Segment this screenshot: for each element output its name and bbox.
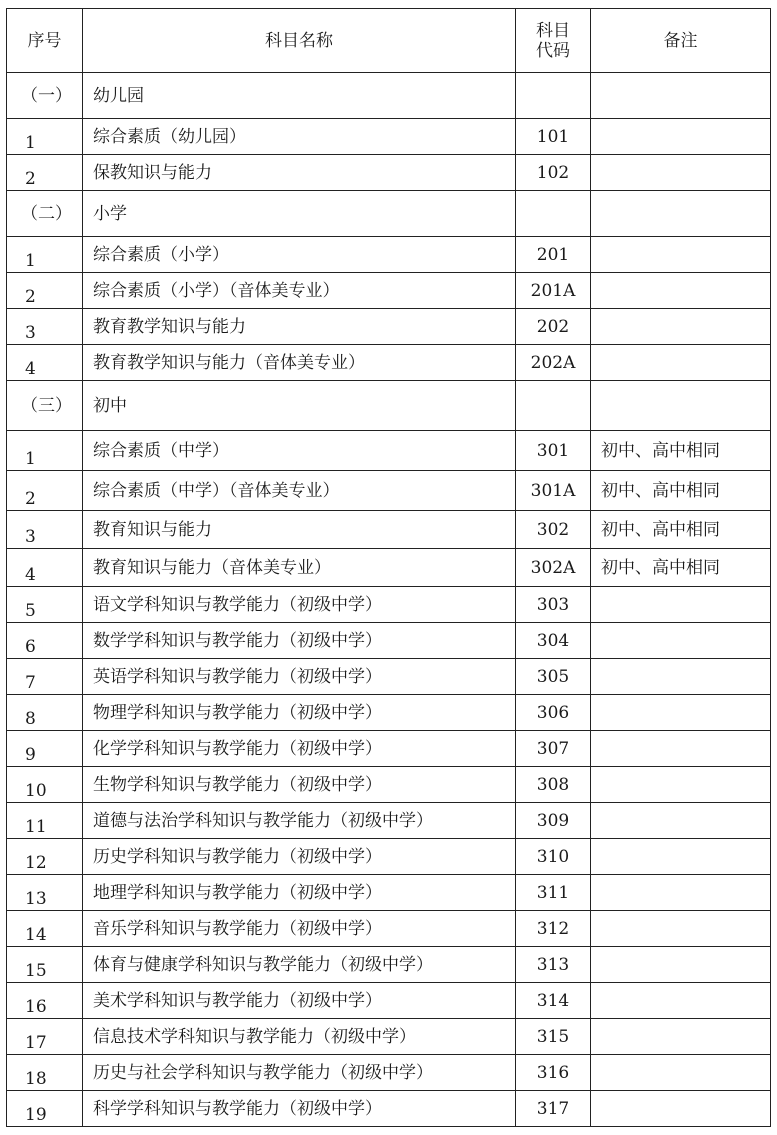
subject-name: 数学学科知识与教学能力（初级中学） — [83, 623, 516, 659]
header-note: 备注 — [591, 9, 771, 73]
subject-name: 信息技术学科知识与教学能力（初级中学） — [83, 1019, 516, 1055]
row-number: 1 — [7, 237, 83, 273]
subject-code: 315 — [516, 1019, 591, 1055]
subject-code: 101 — [516, 119, 591, 155]
row-number: （三） — [7, 381, 83, 431]
section-row — [7, 191, 771, 237]
remark — [591, 947, 771, 983]
subject-name: 语文学科知识与教学能力（初级中学） — [83, 587, 516, 623]
subject-code: 310 — [516, 839, 591, 875]
header-row — [7, 9, 771, 73]
remark — [591, 659, 771, 695]
table-row — [7, 549, 771, 587]
table-row — [7, 731, 771, 767]
row-number: （二） — [7, 191, 83, 237]
row-number: 5 — [7, 587, 83, 623]
subject-name: 教育教学知识与能力（音体美专业） — [83, 345, 516, 381]
subject-name: 教育知识与能力（音体美专业） — [83, 549, 516, 587]
table-row — [7, 659, 771, 695]
row-number: 4 — [7, 345, 83, 381]
subject-name: 小学 — [83, 191, 516, 237]
table-row — [7, 511, 771, 549]
subject-name: 科学学科知识与教学能力（初级中学） — [83, 1091, 516, 1127]
remark — [591, 623, 771, 659]
remark — [591, 273, 771, 309]
subject-name: 综合素质（小学）（音体美专业） — [83, 273, 516, 309]
subject-code — [516, 73, 591, 119]
subject-table — [6, 8, 771, 1127]
remark — [591, 309, 771, 345]
table-row — [7, 623, 771, 659]
subject-code: 301 — [516, 431, 591, 471]
table-row — [7, 1055, 771, 1091]
header-code-line2: 代码 — [536, 40, 570, 61]
row-number: 13 — [7, 875, 83, 911]
table-row — [7, 695, 771, 731]
table-row — [7, 767, 771, 803]
subject-name: 综合素质（小学） — [83, 237, 516, 273]
subject-name: 英语学科知识与教学能力（初级中学） — [83, 659, 516, 695]
subject-code: 308 — [516, 767, 591, 803]
subject-name: 美术学科知识与教学能力（初级中学） — [83, 983, 516, 1019]
remark — [591, 767, 771, 803]
subject-code: 202 — [516, 309, 591, 345]
remark — [591, 1091, 771, 1127]
subject-code: 313 — [516, 947, 591, 983]
row-number: 8 — [7, 695, 83, 731]
subject-name: 物理学科知识与教学能力（初级中学） — [83, 695, 516, 731]
subject-code: 317 — [516, 1091, 591, 1127]
subject-name: 道德与法治学科知识与教学能力（初级中学） — [83, 803, 516, 839]
subject-code: 201 — [516, 237, 591, 273]
table-row — [7, 875, 771, 911]
subject-name: 生物学科知识与教学能力（初级中学） — [83, 767, 516, 803]
table-row — [7, 273, 771, 309]
row-number: 10 — [7, 767, 83, 803]
section-row — [7, 381, 771, 431]
subject-name: 地理学科知识与教学能力（初级中学） — [83, 875, 516, 911]
remark — [591, 119, 771, 155]
table-row — [7, 1019, 771, 1055]
remark — [591, 983, 771, 1019]
row-number: 3 — [7, 511, 83, 549]
remark — [591, 695, 771, 731]
remark — [591, 381, 771, 431]
row-number: 6 — [7, 623, 83, 659]
remark — [591, 587, 771, 623]
table-row — [7, 155, 771, 191]
remark — [591, 73, 771, 119]
row-number: 15 — [7, 947, 83, 983]
subject-code: 303 — [516, 587, 591, 623]
row-number: 2 — [7, 471, 83, 511]
row-number: 12 — [7, 839, 83, 875]
header-code-line1: 科目 — [536, 20, 570, 41]
table-row — [7, 471, 771, 511]
header-no: 序号 — [7, 9, 83, 73]
table-row — [7, 309, 771, 345]
row-number: 17 — [7, 1019, 83, 1055]
subject-name: 综合素质（中学）（音体美专业） — [83, 471, 516, 511]
subject-name: 保教知识与能力 — [83, 155, 516, 191]
subject-code: 305 — [516, 659, 591, 695]
subject-name: 体育与健康学科知识与教学能力（初级中学） — [83, 947, 516, 983]
table-row — [7, 983, 771, 1019]
table-row — [7, 345, 771, 381]
row-number: （一） — [7, 73, 83, 119]
remark: 初中、高中相同 — [591, 431, 771, 471]
header-code — [516, 9, 591, 73]
subject-name: 初中 — [83, 381, 516, 431]
subject-name: 综合素质（幼儿园） — [83, 119, 516, 155]
subject-code: 201A — [516, 273, 591, 309]
subject-name: 综合素质（中学） — [83, 431, 516, 471]
subject-code: 307 — [516, 731, 591, 767]
remark: 初中、高中相同 — [591, 511, 771, 549]
table-row — [7, 947, 771, 983]
subject-name: 音乐学科知识与教学能力（初级中学） — [83, 911, 516, 947]
subject-code: 302A — [516, 549, 591, 587]
remark — [591, 875, 771, 911]
row-number: 2 — [7, 155, 83, 191]
remark — [591, 345, 771, 381]
subject-code — [516, 381, 591, 431]
row-number: 19 — [7, 1091, 83, 1127]
row-number: 1 — [7, 431, 83, 471]
row-number: 9 — [7, 731, 83, 767]
subject-code: 311 — [516, 875, 591, 911]
remark — [591, 191, 771, 237]
subject-name: 历史学科知识与教学能力（初级中学） — [83, 839, 516, 875]
subject-code: 312 — [516, 911, 591, 947]
remark — [591, 803, 771, 839]
table-row — [7, 911, 771, 947]
row-number: 14 — [7, 911, 83, 947]
table-row — [7, 839, 771, 875]
row-number: 2 — [7, 273, 83, 309]
row-number: 11 — [7, 803, 83, 839]
remark — [591, 839, 771, 875]
header-name: 科目名称 — [83, 9, 516, 73]
remark — [591, 1055, 771, 1091]
row-number: 4 — [7, 549, 83, 587]
subject-code: 304 — [516, 623, 591, 659]
table-row — [7, 431, 771, 471]
row-number: 3 — [7, 309, 83, 345]
subject-name: 历史与社会学科知识与教学能力（初级中学） — [83, 1055, 516, 1091]
section-row — [7, 73, 771, 119]
subject-code: 301A — [516, 471, 591, 511]
remark: 初中、高中相同 — [591, 471, 771, 511]
subject-name: 教育知识与能力 — [83, 511, 516, 549]
table-row — [7, 1091, 771, 1127]
subject-code: 316 — [516, 1055, 591, 1091]
remark — [591, 731, 771, 767]
remark — [591, 155, 771, 191]
remark: 初中、高中相同 — [591, 549, 771, 587]
remark — [591, 1019, 771, 1055]
remark — [591, 237, 771, 273]
subject-code — [516, 191, 591, 237]
subject-code: 102 — [516, 155, 591, 191]
subject-code: 306 — [516, 695, 591, 731]
remark — [591, 911, 771, 947]
subject-code: 202A — [516, 345, 591, 381]
table-row — [7, 119, 771, 155]
subject-code: 302 — [516, 511, 591, 549]
subject-name: 教育教学知识与能力 — [83, 309, 516, 345]
subject-code: 309 — [516, 803, 591, 839]
table-row — [7, 803, 771, 839]
subject-code: 314 — [516, 983, 591, 1019]
row-number: 7 — [7, 659, 83, 695]
row-number: 16 — [7, 983, 83, 1019]
table-row — [7, 237, 771, 273]
row-number: 1 — [7, 119, 83, 155]
subject-name: 化学学科知识与教学能力（初级中学） — [83, 731, 516, 767]
table-row — [7, 587, 771, 623]
subject-name: 幼儿园 — [83, 73, 516, 119]
row-number: 18 — [7, 1055, 83, 1091]
